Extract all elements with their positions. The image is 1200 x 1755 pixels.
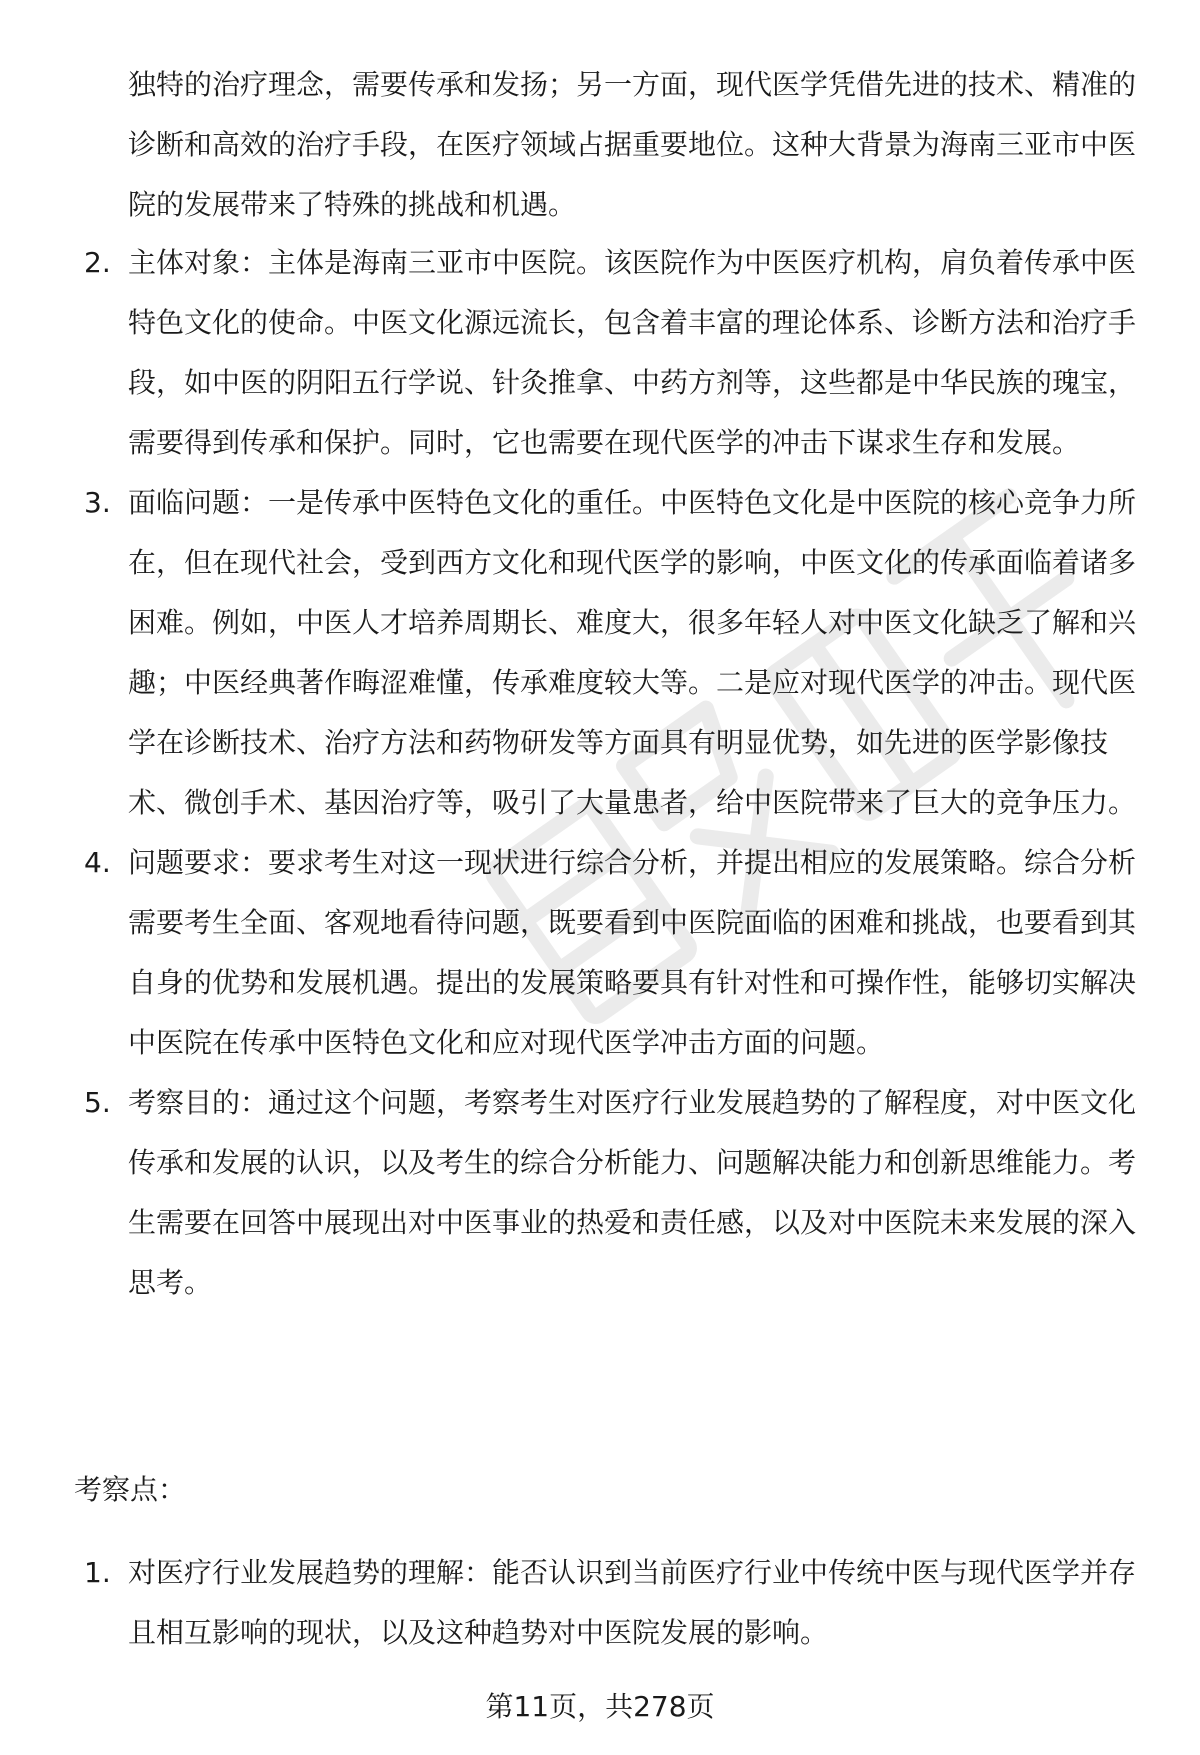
list-item-text: 对医疗行业发展趋势的理解：能否认识到当前医疗行业中传统中医与现代医学并存且相互影响的现状，以及这种趋势对中医院发展的影响。: [128, 1556, 1137, 1649]
list-item-text: 主体对象：主体是海南三亚市中医院。该医院作为中医医疗机构，肩负着传承中医特色文化的使命。中医文化源远流长，包含着丰富的理论体系、诊断方法和治疗手段，如中医的阴阳五行学说、针灸推拿、中药方剂等，这些都是中华民族的瑰宝，需要得到传承和保护。同时，它也需要在现代医学的冲击下谋求生存和发展。: [128, 246, 1137, 459]
list-item-number: 5.: [84, 1086, 111, 1119]
list-item: [70, 833, 1138, 1073]
list-item-number: 1.: [84, 1556, 111, 1589]
continued-paragraph: 独特的治疗理念，需要传承和发扬；另一方面，现代医学凭借先进的技术、精准的诊断和高效的治疗手段，在医疗领域占据重要地位。这种大背景为海南三亚市中医院的发展带来了特殊的挑战和机遇。: [128, 68, 1137, 221]
analysis-list: [70, 233, 1138, 1313]
list-item-text: 面临问题：一是传承中医特色文化的重任。中医特色文化是中医院的核心竞争力所在，但在现代社会，受到西方文化和现代医学的影响，中医文化的传承面临着诸多困难。例如，中医人才培养周期长、难度大，很多年轻人对中医文化缺乏了解和兴趣；中医经典著作晦涩难懂，传承难度较大等。二是应对现代医学的冲击。现代医学在诊断技术、治疗方法和药物研发等方面具有明显优势，如先进的医学影像技术、微创手术、基因治疗等，吸引了大量患者，给中医院带来了巨大的竞争压力。: [128, 486, 1137, 819]
page-number-footer: 第11页，共278页: [485, 1690, 715, 1723]
section-heading: 考察点：: [74, 1473, 187, 1506]
list-item-text: 考察目的：通过这个问题，考察考生对医疗行业发展趋势的了解程度，对中医文化传承和发展的认识，以及考生的综合分析能力、问题解决能力和创新思维能力。考生需要在回答中展现出对中医事业的热爱和责任感，以及对中医院未来发展的深入思考。: [128, 1086, 1137, 1299]
list-item: [70, 233, 1138, 473]
list-item-number: 4.: [84, 846, 111, 879]
examination-points-list: [70, 1543, 1138, 1663]
list-item-number: 3.: [84, 486, 111, 519]
list-item-text: 问题要求：要求考生对这一现状进行综合分析，并提出相应的发展策略。综合分析需要考生全面、客观地看待问题，既要看到中医院面临的困难和挑战，也要看到其自身的优势和发展机遇。提出的发展策略要具有针对性和可操作性，能够切实解决中医院在传承中医特色文化和应对现代医学冲击方面的问题。: [128, 846, 1137, 1059]
list-item: [70, 1543, 1138, 1663]
list-item: [70, 473, 1138, 833]
list-item-number: 2.: [84, 246, 111, 279]
list-item: [70, 1073, 1138, 1313]
